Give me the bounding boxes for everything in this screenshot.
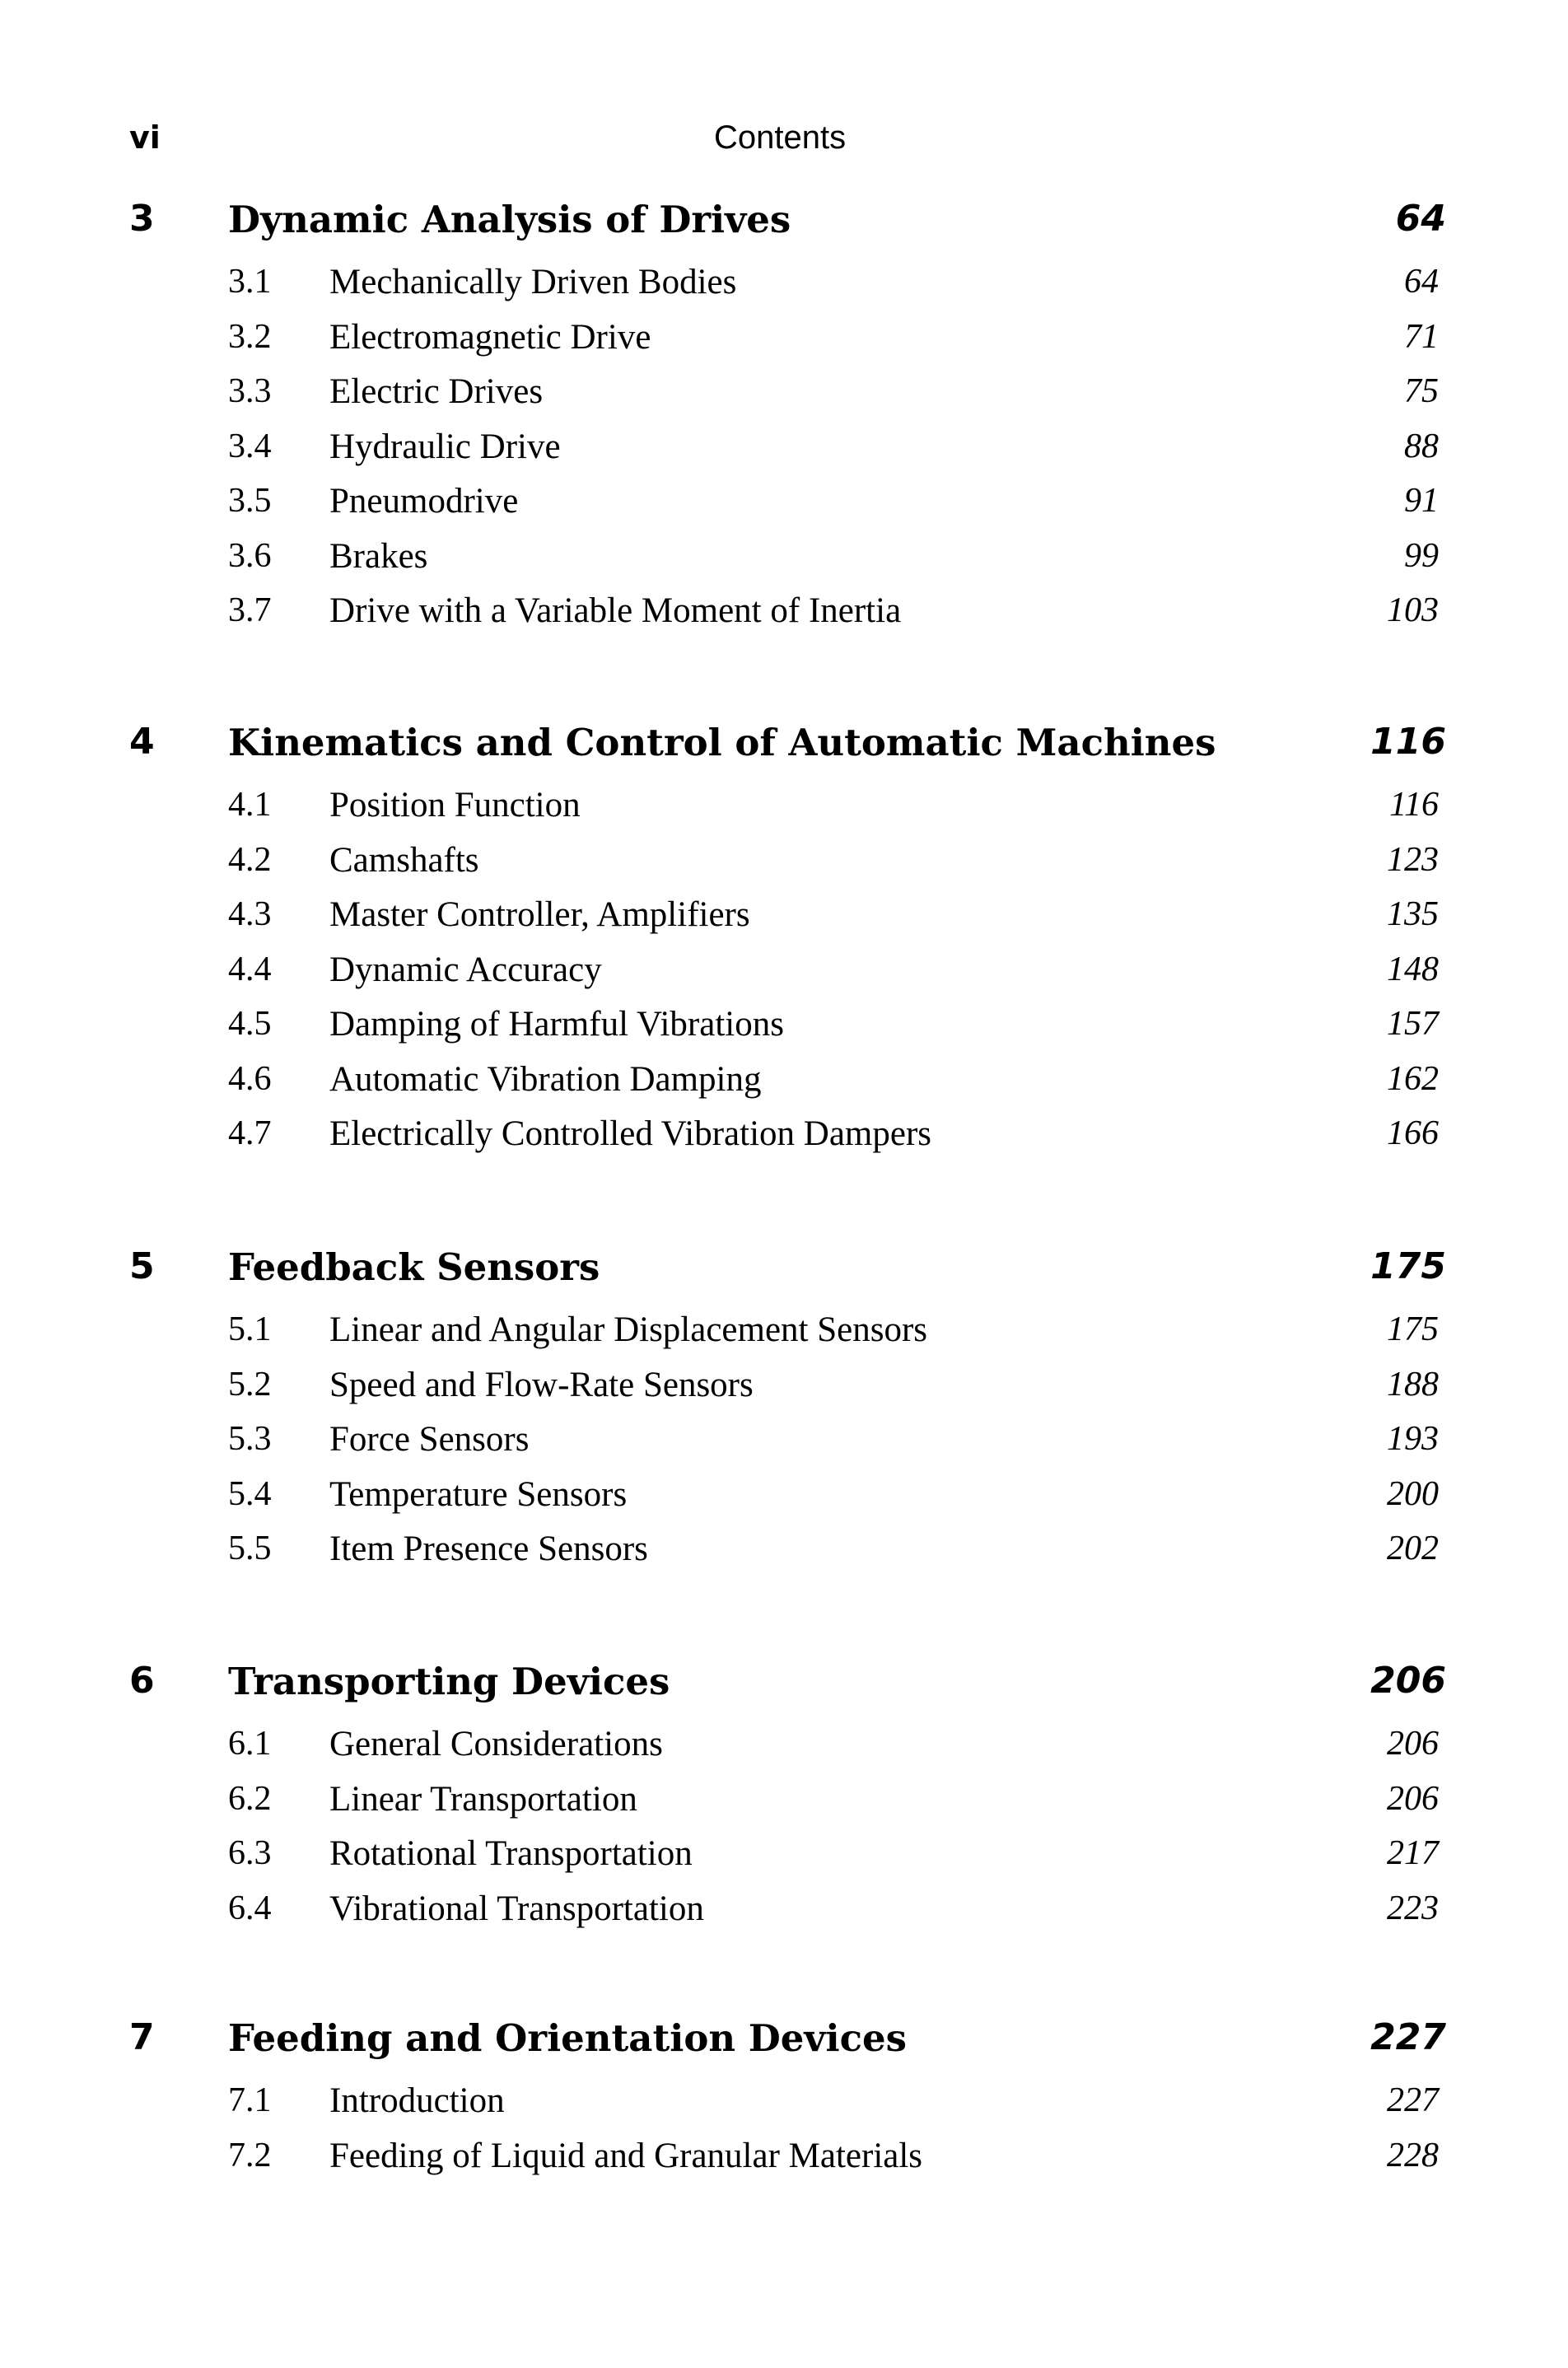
section-title: Camshafts (329, 840, 479, 880)
section-number: 3.1 (228, 263, 272, 301)
section-title: Drive with a Variable Moment of Inertia (329, 591, 902, 630)
section-title: Position Function (329, 786, 581, 824)
section-title: Mechanically Driven Bodies (329, 263, 737, 301)
page-number: vi (129, 119, 161, 156)
chapter-number: 5 (129, 1245, 155, 1287)
section-number: 6.1 (228, 1725, 272, 1763)
toc-entry[interactable] (0, 1833, 1568, 1889)
section-number: 5.5 (228, 1530, 272, 1567)
toc-entry[interactable] (0, 1724, 1568, 1779)
section-number: 6.3 (228, 1834, 272, 1872)
section-page: 206 (1387, 1725, 1439, 1763)
toc-entry[interactable] (0, 427, 1568, 482)
toc-entry[interactable] (0, 1310, 1568, 1365)
section-page: 91 (1404, 482, 1439, 520)
toc-entry[interactable] (0, 1779, 1568, 1834)
toc-entry[interactable] (0, 262, 1568, 317)
section-title: General Considerations (329, 1725, 663, 1763)
section-number: 4.7 (228, 1114, 272, 1152)
section-title: Rotational Transportation (329, 1834, 693, 1873)
chapter-number: 6 (129, 1660, 155, 1702)
toc-entry[interactable] (0, 317, 1568, 372)
toc-entry[interactable] (0, 785, 1568, 840)
section-title: Master Controller, Amplifiers (329, 895, 750, 934)
section-title: Damping of Harmful Vibrations (329, 1005, 784, 1044)
section-page: 123 (1387, 840, 1439, 879)
section-number: 3.6 (228, 536, 272, 575)
chapter-heading[interactable] (0, 2016, 1568, 2081)
toc-entry[interactable] (0, 2081, 1568, 2136)
section-page: 64 (1404, 263, 1439, 301)
section-title: Brakes (329, 536, 428, 576)
toc-entry[interactable] (0, 894, 1568, 950)
section-page: 202 (1387, 1530, 1439, 1567)
section-number: 5.3 (228, 1420, 272, 1458)
section-number: 3.2 (228, 317, 272, 356)
chapter-page: 227 (1370, 2016, 1446, 2058)
table-of-contents (0, 198, 1568, 2263)
chapter-number: 4 (129, 721, 155, 763)
section-page: 166 (1387, 1114, 1439, 1152)
section-page: 223 (1387, 1889, 1439, 1927)
section-number: 5.4 (228, 1474, 272, 1513)
chapter-number: 3 (129, 198, 155, 240)
chapter-title: Feeding and Orientation Devices (228, 2016, 907, 2060)
section-page: 99 (1404, 536, 1439, 575)
section-number: 4.6 (228, 1059, 272, 1098)
section-number: 3.3 (228, 372, 272, 410)
toc-entry[interactable] (0, 481, 1568, 536)
section-title: Pneumodrive (329, 482, 519, 521)
section-page: 200 (1387, 1474, 1439, 1513)
section-number: 5.1 (228, 1310, 272, 1348)
section-title: Automatic Vibration Damping (329, 1059, 762, 1099)
chapter-page: 116 (1370, 721, 1446, 763)
section-page: 148 (1387, 950, 1439, 988)
chapter-7 (0, 2016, 1568, 2263)
toc-entry[interactable] (0, 1529, 1568, 1584)
section-number: 4.5 (228, 1005, 272, 1043)
section-title: Electric Drives (329, 372, 544, 411)
chapter-5 (0, 1245, 1568, 1660)
section-page: 217 (1387, 1834, 1439, 1872)
toc-entry[interactable] (0, 371, 1568, 427)
section-number: 3.4 (228, 427, 272, 465)
section-number: 4.4 (228, 950, 272, 988)
section-number: 4.2 (228, 840, 272, 879)
section-title: Item Presence Sensors (329, 1530, 648, 1568)
section-number: 3.5 (228, 482, 272, 520)
toc-entry[interactable] (0, 2136, 1568, 2191)
toc-entry[interactable] (0, 1889, 1568, 1944)
toc-entry[interactable] (0, 1365, 1568, 1420)
chapter-page: 64 (1395, 198, 1446, 240)
section-number: 4.3 (228, 895, 272, 933)
section-title: Feeding of Liquid and Granular Materials (329, 2136, 923, 2175)
section-page: 206 (1387, 1779, 1439, 1818)
section-page: 71 (1404, 317, 1439, 356)
section-title: Force Sensors (329, 1420, 530, 1459)
section-page: 103 (1387, 591, 1439, 629)
section-page: 175 (1387, 1310, 1439, 1348)
toc-entry[interactable] (0, 1114, 1568, 1169)
section-page: 227 (1387, 2081, 1439, 2119)
section-page: 188 (1387, 1365, 1439, 1404)
toc-entry[interactable] (0, 1059, 1568, 1114)
toc-entry[interactable] (0, 1474, 1568, 1530)
section-title: Speed and Flow-Rate Sensors (329, 1365, 754, 1404)
section-number: 7.2 (228, 2136, 272, 2174)
section-title: Dynamic Accuracy (329, 950, 602, 989)
section-title: Introduction (329, 2081, 505, 2120)
section-page: 88 (1404, 427, 1439, 465)
section-page: 135 (1387, 895, 1439, 933)
toc-entry[interactable] (0, 536, 1568, 591)
section-number: 7.1 (228, 2081, 272, 2119)
chapter-heading[interactable] (0, 1660, 1568, 1724)
chapter-title: Kinematics and Control of Automatic Machines (228, 721, 1216, 764)
section-number: 3.7 (228, 591, 272, 629)
chapter-number: 7 (129, 2016, 155, 2058)
section-page: 228 (1387, 2136, 1439, 2174)
chapter-4 (0, 721, 1568, 1245)
section-title: Linear Transportation (329, 1779, 637, 1819)
section-title: Vibrational Transportation (329, 1889, 704, 1928)
section-title: Linear and Angular Displacement Sensors (329, 1310, 928, 1349)
section-number: 5.2 (228, 1365, 272, 1404)
toc-entry[interactable] (0, 1419, 1568, 1474)
running-head (0, 119, 1568, 169)
section-number: 6.2 (228, 1779, 272, 1818)
section-page: 162 (1387, 1059, 1439, 1098)
chapter-page: 206 (1370, 1660, 1446, 1702)
section-page: 157 (1387, 1005, 1439, 1043)
section-number: 4.1 (228, 786, 272, 824)
chapter-heading[interactable] (0, 721, 1568, 785)
section-title: Temperature Sensors (329, 1474, 628, 1514)
chapter-title: Dynamic Analysis of Drives (228, 198, 791, 241)
section-page: 75 (1404, 372, 1439, 410)
section-number: 6.4 (228, 1889, 272, 1927)
chapter-heading[interactable] (0, 1245, 1568, 1310)
section-title: Electrically Controlled Vibration Dampers (329, 1114, 931, 1153)
chapter-3 (0, 198, 1568, 721)
section-page: 116 (1389, 786, 1439, 824)
section-title: Hydraulic Drive (329, 427, 561, 466)
toc-entry[interactable] (0, 950, 1568, 1005)
chapter-page: 175 (1370, 1245, 1446, 1287)
chapter-6 (0, 1660, 1568, 2016)
toc-entry[interactable] (0, 840, 1568, 895)
toc-entry[interactable] (0, 591, 1568, 646)
section-page: 193 (1387, 1420, 1439, 1458)
section-title: Electromagnetic Drive (329, 317, 651, 357)
running-title: Contents (714, 119, 847, 156)
toc-entry[interactable] (0, 1004, 1568, 1059)
chapter-heading[interactable] (0, 198, 1568, 262)
chapter-title: Transporting Devices (228, 1660, 670, 1703)
chapter-title: Feedback Sensors (228, 1245, 600, 1289)
